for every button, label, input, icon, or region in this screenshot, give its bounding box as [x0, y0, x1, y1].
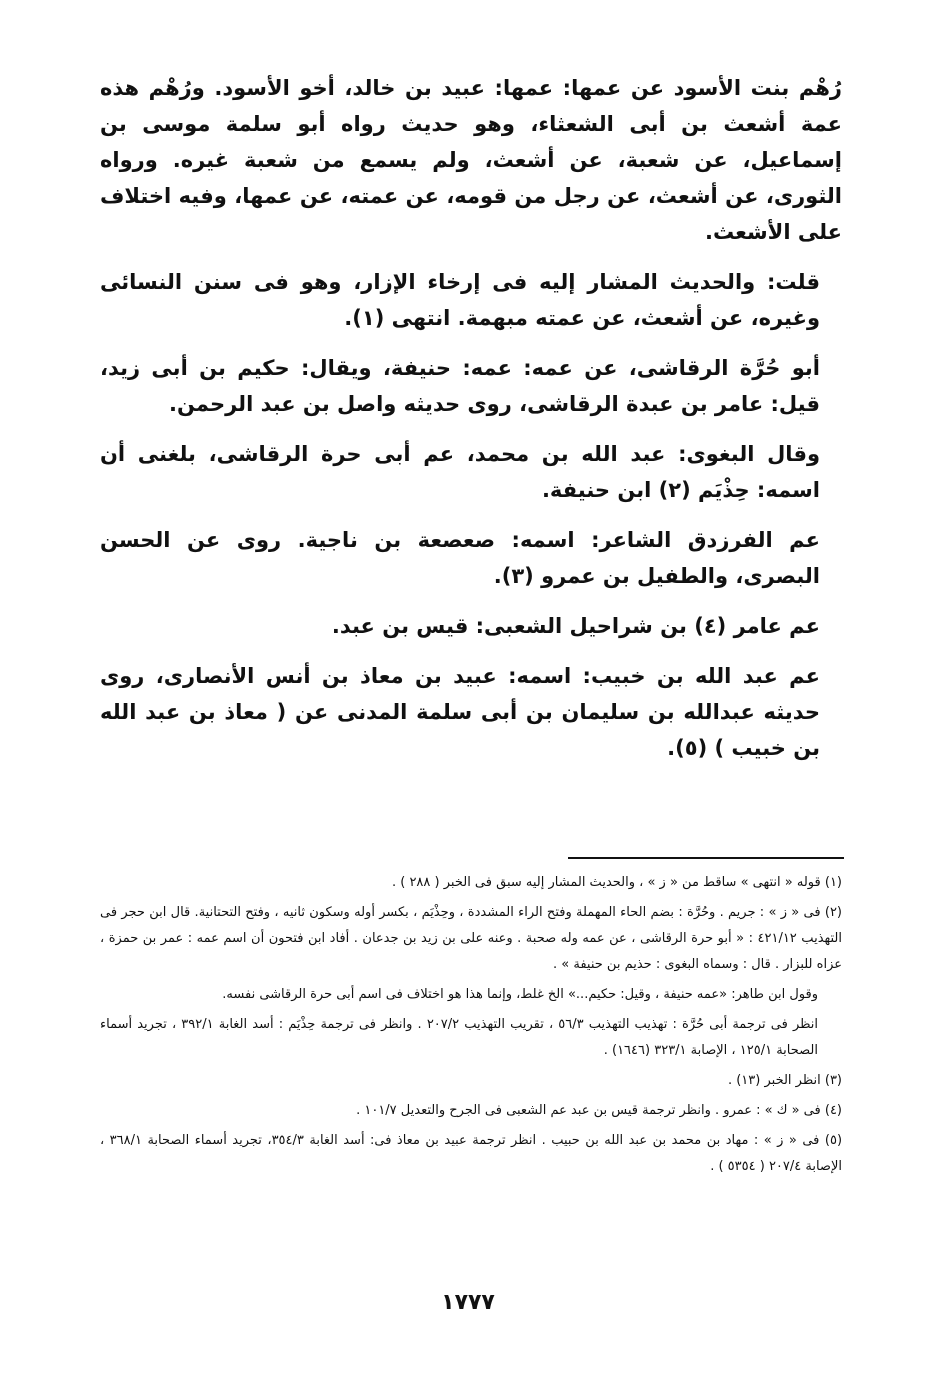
footnote-2-references: انظر فى ترجمة أبى حُرَّة : تهذيب التهذيب ٥٦/٣ ، تقريب التهذيب ٢٠٧/٢ . وانظر فى ترجمة حِذْيَم : أسد الغابة ٣٩٢/١ ، تجريد أسماء الصحابة ١٢٥/١ ، الإصابة ٣٢٣/١ (١٦٤٦) . [100, 1017, 819, 1058]
footnote-2: (٢) فى « ز » : جريم . وحُرَّة : بضم الحاء المهملة وفتح الراء المشددة ، وحِذْيَم ، بكسر أوله وسكون ثانيه ، وفتح التحتانية. قال ابن حجر فى التهذيب ٤٢١/١٢ : « أبو حرة الرقاشى ، عن عمه وله صحبة . وعنه على بن زيد بن جدعان . أفاد ابن فتحون أن اسم عمه : عمر بن حمزة ، عزاه للبزار . قال : وسماه البغوى : حذيم بن حنيفة » . [100, 905, 843, 972]
paragraph-ruhm: رُهْم بنت الأسود عن عمها: عمها: عبيد بن خالد، أخو الأسود. ورُهْم هذه عمة أشعث بن أبى الشعثاء، وهو حديث رواه أبو سلمة موسى بن إسماعيل، عن شعبة، عن أشعث، ولم يسمع من شعبة غيره. ورواه الثورى، عن أشعث، عن رجل من قومه، عن عمته، عن عمها، وفيه اختلاف على الأشعث. [100, 76, 842, 244]
footnote-1: (١) قوله « انتهى » ساقط من « ز » ، والحديث المشار إليه سبق فى الخبر ( ٢٨٨ ) . [391, 875, 842, 890]
footnote-3: (٣) انظر الخبر (١٣) . [727, 1073, 842, 1088]
paragraph-farazdaq-uncle: عم الفرزدق الشاعر: اسمه: صعصعة بن ناجية. روى عن الحسن البصرى، والطفيل بن عمرو (٣). [100, 528, 820, 588]
footnote-separator [568, 857, 844, 859]
page-number: ١٧٧٧ [441, 1290, 495, 1315]
footnote-4: (٤) فى « ك » : عمرو . وانظر ترجمة قيس بن عبد عم الشعبى فى الجرح والتعديل ١٠١/٧ . [356, 1103, 842, 1118]
footnote-2-continuation: وقول ابن طاهر: «عمه حنيفة ، وقيل: حكيم...» الخ غلط، وإنما هذا هو اختلاف فى اسم أبى حرة الرقاشى نفسه. [222, 987, 818, 1002]
main-text [100, 70, 842, 780]
paragraph-abu-hurra: أبو حُرَّة الرقاشى، عن عمه: عمه: حنيفة، ويقال: حكيم بن أبى زيد، قيل: عامر بن عبدة الرقاشى، روى حديثه واصل بن عبد الرحمن. [100, 356, 820, 416]
paragraph-shabi-uncle: عم عامر (٤) بن شراحيل الشعبى: قيس بن عبد. [331, 614, 820, 638]
paragraph-khubayb-uncle: عم عبد الله بن خبيب: اسمه: عبيد بن معاذ بن أنس الأنصارى، روى حديثه عبدالله بن سليمان بن أبى سلمة المدنى عن ( معاذ بن عبد الله بن خبيب ) (٥). [100, 664, 820, 760]
paragraph-note-izar: قلت: والحديث المشار إليه فى إرخاء الإزار، وهو فى سنن النسائى وغيره، عن أشعث، عن عمته مبهمة. انتهى (١). [100, 270, 820, 330]
footnote-5: (٥) فى « ز » : مهاد بن محمد بن عبد الله بن حبيب . انظر ترجمة عبيد بن معاذ فى: أسد الغابة ٣٥٤/٣، تجريد أسماء الصحابة ٣٦٨/١ ، الإصابة ٢٠٧/٤ ( ٥٣٥٤ ) . [100, 1133, 843, 1174]
footnotes [100, 870, 842, 1184]
paragraph-baghawi: وقال البغوى: عبد الله بن محمد، عم أبى حرة الرقاشى، بلغنى أن اسمه: حِذْيَم (٢) ابن حنيفة. [100, 442, 820, 502]
